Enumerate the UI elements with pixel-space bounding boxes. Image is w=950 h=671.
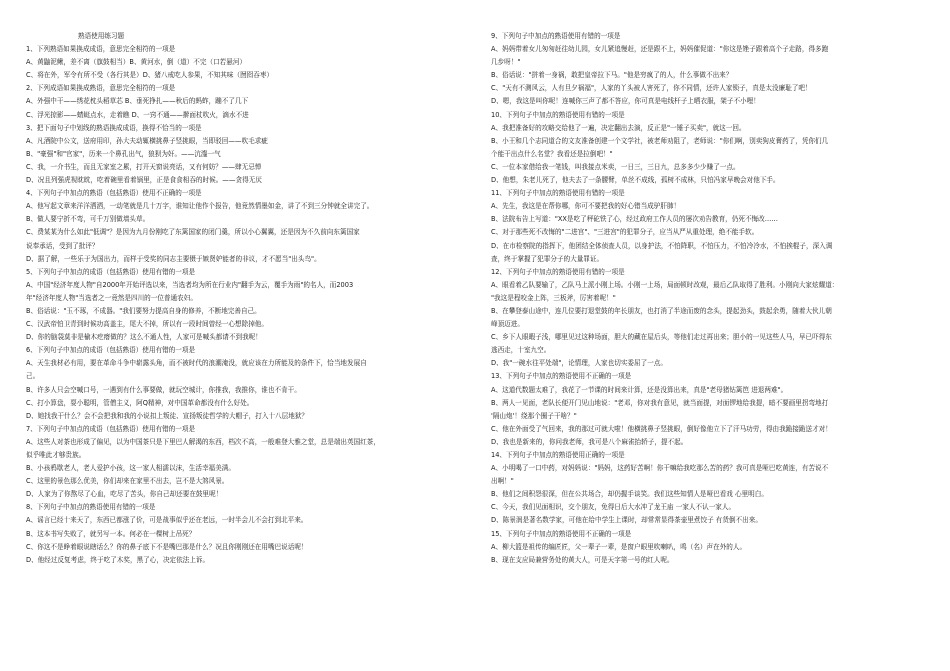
text-line: 年"经济年度人物"当选者之一竟然是四川的一位普通农妇。	[26, 293, 197, 302]
text-line: A、天生我材必有用，要在革命斗争中崭露头角，而不被时代的浪潮淹没，就应该在力所能及的条件下，恰当地发展自	[26, 359, 367, 368]
left-column	[26, 30, 471, 671]
right-column	[491, 30, 936, 671]
text-line: 7、下列句子中加点的成语（包括熟语）使用有错的一项是	[26, 424, 196, 433]
text-line: D、况且列强虎视眈眈，吃着碗里看着锅里，正是食食相吞的时候。——贪得无厌	[26, 176, 262, 185]
text-line: B、俗话说："拼着一身祸，敢把皇帝拉下马。"他是穷疯了的人，什么事做不出来？	[491, 71, 733, 80]
text-line: 1、下列熟语如果换成成语，意思完全相符的一项是	[26, 45, 176, 54]
text-line: C、费某某为什么如此"低调"？是因为九月份刚吃了东篱国家的闭门羹，所以小心翼翼，还是因为不久前向东篱国家	[26, 228, 360, 237]
text-line: A、谣言已经十来天了，东西已都涨了价，可是战事似乎还在老远，一时半会儿不会打到北平来。	[26, 516, 308, 525]
text-line: 2、下列成语如果换成熟语，意思完全相符的一项是	[26, 84, 176, 93]
text-line: A、黄鼬泥鳅，差不离（旗鼓相当）B、黄河水，倒（道）不完（口若悬河）	[26, 58, 247, 67]
text-line: 峰顶迈进。	[491, 320, 524, 329]
text-line: D、在市检察院的指挥下，他团结全体侦查人员，以身护法，不怕降职，不怕压力，不怕冷冷水，不怕挨棍子，深入调	[491, 241, 833, 250]
text-line: A、先生，我这是在帮你哪，你可不要把我的好心错当成驴肝肺！	[491, 202, 681, 211]
text-line: C、我，一介书生，而且无家室之累，打开天窗说亮话，又有何妨？——肆无忌惮	[26, 162, 262, 171]
text-line: B、这本书写失败了，就另写一本。何必在一棵树上吊死？	[26, 529, 196, 538]
text-line: C、"天有不测风云，人有旦夕祸福"，人家的丫头被人害死了，你不同情，还许人家锁子，真是太没廉耻了吧！	[491, 84, 812, 93]
text-line: 5、下列句子中加点的成语（包括熟语）使用有错的一项是	[26, 267, 196, 276]
text-line: A、这些人对茶也形成了偏见，以为中国茶只是下里巴人解渴的东西，档次不高，一般难登大雅之堂，总是端出英国红茶，	[26, 437, 380, 446]
text-line: D、你的脑袋莫非是榆木疙瘩做的？这么不通人性，人家可是喊头都请不到我呢！	[26, 333, 262, 342]
text-line: 查，终于掌握了犯罪分子的大量罪证。	[491, 254, 604, 263]
text-line: B、法院布告上写道："XX是吃了秤砣铁了心，经过政府工作人员的屡次劝告教育，仍死不悔改……	[491, 215, 778, 224]
text-line: A、他写起文章来洋洋洒洒，一动笔就是几十万字，谁知让他作个报告，他竟然情墨如金，讲了不到三分钟就全讲完了。	[26, 202, 374, 211]
text-line: C、他在外面受了气回来，我的那过可就大啦！他横挑鼻子竖挑眼，倒好像他立下了汗马功劳，得由我跪接跪送才对！	[491, 424, 832, 433]
text-line: 几步呀！"	[491, 58, 521, 67]
text-line: B、两人一见面，老队长便开门见山地说："老邓，你对我有意见，就当面提，对面锣地给我提，暗不要画里拐弯地打	[491, 398, 829, 407]
text-line: C、今天，我们见面相识，交个朋友，免得日后大水冲了龙王庙 一家人不认一家人。	[491, 503, 736, 512]
text-line: 8、下列句子中加点的熟语使用有错的一项是	[26, 503, 156, 512]
text-line: B、许多人只会空喊口号，一遇到有什么事要做，就玩空城计，你推我，我推你，谁也不肯干。	[26, 385, 301, 394]
text-line: C、对于那些死不改悔的"二进宫"、"三进宫"的犯罪分子，应当从严从重处理，绝不能手软。	[491, 228, 759, 237]
text-line: D、嗯，我这是叫你呢！连喊你三声了都不答应，你可真是电线杆子上晒衣服，架子不小哩！	[491, 97, 760, 106]
text-line: '隔山炮'！绕那个圈子干啥？"	[491, 411, 577, 420]
text-line: 13、下列句子中加点的熟语使用不正确的一项是	[491, 372, 632, 381]
text-line: C、这里的景色那么优美，你们却来在家里不出去，岂不是大煞风景。	[26, 477, 229, 486]
text-line: C、一位本家借给我一笔钱，叫我接点米卖，一日三，三日九，总多多少少赚了一点。	[491, 162, 740, 171]
text-line: A、这道代数题太难了，我花了一节课的时间来计算，还是没算出来，真是"老母猪钻篱笆 进退两难"。	[491, 385, 788, 394]
text-line: 说奉承话，受到了批评？	[26, 241, 99, 250]
text-line: A、眼看着乙队要输了，乙队马上派小刚上场。小刚一上场，局面顿时改观，最后乙队取得了胜利。小刚向大家炫耀道：	[491, 280, 839, 289]
text-line: B、在攀登泰山途中，连几位要打退堂鼓的年长朋友，也打消了半途而废的念头，提起劲头，鼓起余勇，随着大伙儿朝	[491, 306, 832, 315]
document-title: 熟语使用练习题	[78, 32, 125, 40]
text-line: A、中国"经济年度人物"自2000年开始评选以来，当选者均为所在行业内"翻手为云，覆手为雨"的名人，而2003	[26, 280, 354, 289]
text-line: A、妈妈带着女儿匆匆赶往幼儿园，女儿紧追慢赶，还是跟不上，妈妈催促道："你这是矬子跟着高个子走路，得多跑	[491, 45, 829, 54]
text-line: B、"豪强"和"官家"，历来一个鼻孔出气，狼狈为奸。——沆瀣一气	[26, 149, 221, 158]
text-line: D、我也是新来的，你问我老师，我可是八个麻雀抬轿子，提不起。	[491, 437, 688, 446]
text-line: A、凡酒院中公文，送府用印，孙大夫动辄横挑鼻子竖挑眼，当即驳回——吹毛求疵	[26, 136, 268, 145]
text-line: C、将在外，军令有所不受（各行其是）D、猪八戒吃人参果，不知其味（囫囵吞枣）	[26, 71, 274, 80]
text-line: A、小明喝了一口中药，对妈妈说："妈妈，这药好苦啊！你干嘛给我吃那么苦的药？我可真是哑巴吃黄连，有苦说不	[491, 464, 829, 473]
text-line: 6、下列句子中加点的成语（包括熟语）使用有错的一项是	[26, 346, 196, 355]
text-line: D、他想，朱老儿死了，他夫去了一条腰臂，单丝不成线，孤树不成林，只怕冯家早晚会对他下手。	[491, 176, 780, 185]
text-line: D、她找我干什么？会不会把我和我的小说扣上叛徒、宣扬叛徒哲学的大帽子，打入十八层地狱？	[26, 411, 309, 420]
text-line: B、做人要宁折不弯，可千万别做墙头草。	[26, 215, 150, 224]
text-line: 11、下列句子中加点的熟语使用有错的一项是	[491, 189, 625, 198]
text-line: C、汉武帝怕卫青到时候功高盖主，尾大不掉，所以有一段时间曾经一心想除掉他。	[26, 320, 268, 329]
text-line: A、外强中干——绣花枕头稻草芯 B、垂死挣扎——秋后的蚂蚱，蹦不了几下	[26, 97, 249, 106]
text-line: "我这是程咬金上阵，三板斧，厉害着呢！"	[491, 293, 616, 302]
text-line: D、他经过反复考虑，终于吃了木奖，黑了心，决定依法上诉。	[26, 555, 210, 564]
text-line: A、我把准备好的攻略交给他了一遍，决定翻出去演，反正是"一锤子买卖"，就这一回。	[491, 123, 746, 132]
text-line: C、乡下人眼暇子浅，哪里见过这种场面，胆大的藏在屋后头，等他们走过再出来；胆小的一见这些人马，早已吓得东	[491, 333, 832, 342]
text-line: A、柳大篮是祖传的编匠匠，父一辈子一辈，是窗户眼里吹喇叭，鸣（名）声在外的人。	[491, 542, 747, 551]
text-line: 9、下列句子中加点的熟语使用有错的一项是	[491, 32, 621, 40]
text-line: D、我"一碗水往平处端"，论情理，人家也切实委屈了一点。	[491, 359, 667, 368]
text-line: 14、下列句子中加点的熟语使用正确的一项是	[491, 451, 625, 459]
text-line: 10、下列句子中加点的熟语使用有错的一项是	[491, 110, 625, 119]
text-line: D、陈景润是著名数学家，可他在给中学生上课时，却常常显得茶壶里煮饺子 有货倒不出来。	[491, 516, 762, 525]
text-line: 15、下列句子中加点的熟语使用不正确的一项是	[491, 529, 632, 538]
text-line: B、小王和几个志同道合的文友准备创建一个文学社，被老师劝阻了，老师说："你们啊，别卖狗皮膏药了，凭你们几	[491, 136, 829, 145]
text-line: 己。	[26, 372, 40, 381]
text-line: C、浮光掠影——蜻蜓点水，走着瞧 D、一窍不通——擀面杖吹火，滴水不进	[26, 110, 249, 119]
text-line: 3、把下面句子中划线的熟语换成成语，换得不恰当的一项是	[26, 123, 202, 132]
text-line: B、小孩鸦歇老人，老人爱护小孩，这一家人相濡以沫，生活幸福美满。	[26, 464, 235, 473]
text-line: 逃西走，十室九空。	[491, 346, 551, 355]
text-line: C、你这不是睁着眼说瞎话么？你的鼻子底下不是嘴巴那是什么？况且你刚刚还在用嘴巴说话呢！	[26, 542, 308, 551]
text-line: 似乎唯此才够贵族。	[26, 451, 86, 459]
text-line: C、打小算盘，耍小聪明，管僧主义，阿Q精神，对中国革命都没有什么好处。	[26, 398, 254, 407]
text-line: D、据了解，一些乐于为国出力，而样于受奖的同志主要慑于嫉贤妒能者的非议，才不愿当"出头鸟"。	[26, 254, 321, 263]
text-line: B、俗话说："玉不琢，不成器。"我们要努力提高自身的修养，不断地完善自己。	[26, 306, 261, 315]
text-line: 个能干出点什么名堂？我看还是拉倒吧！"	[491, 149, 613, 158]
text-line: B、他们之间积怨很深，但在公共场合，却仍握手谈笑。我们这些知情人是哑巴看戏 心里明白。	[491, 490, 768, 499]
text-line: 出啊！"	[491, 477, 514, 486]
text-line: B、现在支应局兼营务处的黄大人，可是天字第一号的红人呢。	[491, 555, 674, 564]
text-line: 4、下列句子中加点的熟语（包括熟语）使用不正确的一项是	[26, 189, 202, 198]
text-line: D、人家为了你熬尽了心血，吃尽了苦头，你自己却还要在鼓里呢！	[26, 490, 223, 499]
text-line: 12、下列句子中加点的熟语使用有错的一项是	[491, 267, 625, 276]
